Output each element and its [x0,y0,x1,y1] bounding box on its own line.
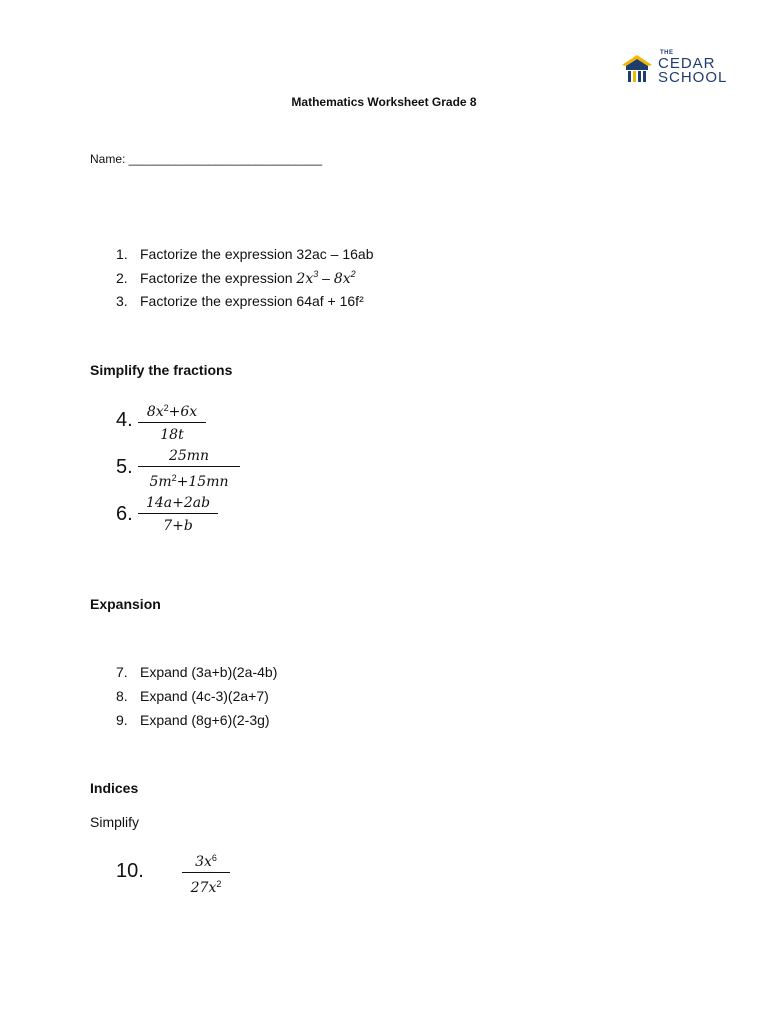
logo-small-text: THE [660,50,674,56]
item-number: 1. [116,246,128,262]
item-number: 8. [116,688,128,704]
denominator: 27x [190,880,217,896]
item-number: 4. [116,409,133,431]
fraction [182,848,230,899]
instruction-text: Simplify [90,814,140,830]
list-item [116,688,269,704]
school-logo [620,50,730,90]
list-item [116,269,356,287]
numerator: 25mn [168,448,210,464]
item-number: 9. [116,712,128,728]
numerator: 3x [195,854,212,870]
numerator: 8x [146,404,164,420]
logo-line-1: CEDAR [658,55,716,72]
item-number: 3. [116,293,128,309]
item-text: Factorize the expression [140,270,297,286]
item-number: 10. [116,860,144,882]
list-item [116,293,364,309]
exponent: 6 [211,853,217,863]
section-heading-expansion: Expansion [90,596,161,612]
page-title: Mathematics Worksheet Grade 8 [291,95,477,109]
logo-line-2: SCHOOL [658,69,728,86]
item-text: Expand (3a+b)(2a-4b) [140,664,278,680]
exponent: 2 [163,403,169,413]
list-item [116,712,270,728]
schoolhouse-icon [620,52,654,86]
fraction [138,492,218,537]
item-number: 2. [116,270,128,286]
exponent: 2 [171,473,177,483]
exponent: 2 [216,879,222,889]
list-item [116,246,373,262]
denominator: 7+b [163,518,193,534]
math-term: 2x [296,271,314,287]
denominator: 5m [149,474,172,490]
section-heading-fractions: Simplify the fractions [90,362,233,378]
fraction [138,398,206,446]
item-text: Expand (4c-3)(2a+7) [140,688,269,704]
list-item [116,664,277,680]
item-text: Expand (8g+6)(2-3g) [140,712,270,728]
item-number: 6. [116,503,133,525]
numerator-rest: +6x [168,404,198,420]
exponent: 2 [350,269,356,279]
item-text: Factorize the expression 32ac – 16ab [140,246,374,262]
denominator-rest: +15mn [176,474,229,490]
item-number: 5. [116,456,133,478]
math-term: 8x [333,271,351,287]
fraction [138,445,240,493]
section-heading-indices: Indices [90,780,139,796]
denominator: 18t [160,427,184,443]
numerator: 14a+2ab [145,495,211,511]
operator: – [318,270,334,286]
item-number: 7. [116,664,128,680]
exponent: 3 [313,269,319,279]
item-text: Factorize the expression 64af + 16f² [140,293,364,309]
name-field-label: Name: _____________________________ [90,152,323,166]
